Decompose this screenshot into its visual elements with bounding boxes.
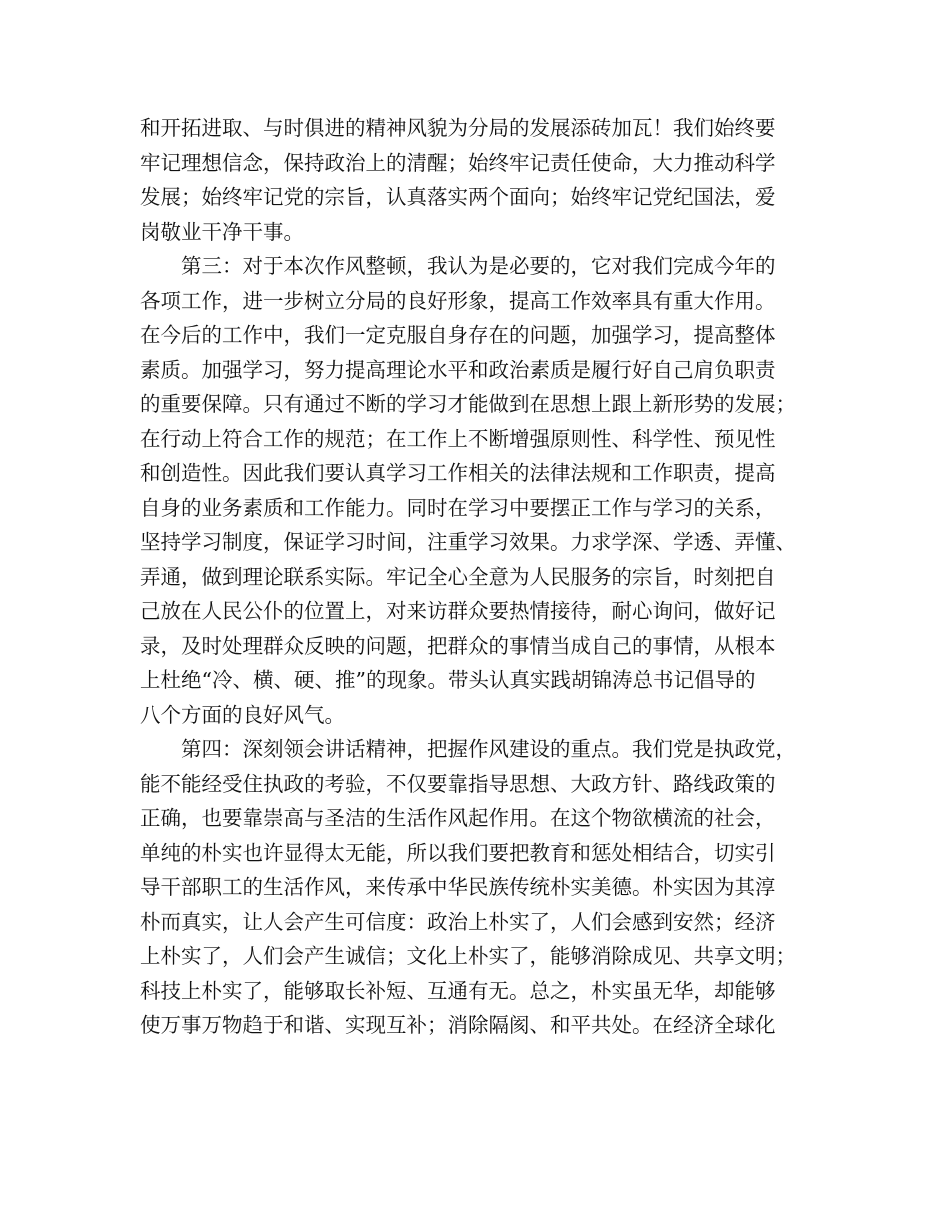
text-line: 正确，也要靠崇高与圣洁的生活作风起作用。在这个物欲横流的社会， — [140, 806, 776, 830]
text-line: 八个方面的良好风气。 — [140, 702, 345, 727]
text-line: 录，及时处理群众反映的问题，把群众的事情当成自己的事情，从根本 — [140, 633, 776, 658]
text-line: 上朴实了，人们会产生诚信；文化上朴实了，能够消除成见、共享文明； — [140, 944, 796, 968]
body-text — [140, 111, 820, 1043]
text-line: 第四：深刻领会讲话精神，把握作风建设的重点。我们党是执政党， — [181, 737, 796, 761]
text-line: 发展；始终牢记党的宗旨，认真落实两个面向；始终牢记党纪国法，爱 — [140, 185, 776, 209]
paragraph — [140, 249, 820, 732]
text-line: 导干部职工的生活作风，来传承中华民族传统朴实美德。朴实因为其淳 — [140, 875, 776, 899]
text-line: 各项工作，进一步树立分局的良好形象，提高工作效率具有重大作用。 — [140, 288, 776, 313]
text-line: 和开拓进取、与时俱进的精神风貌为分局的发展添砖加瓦！我们始终要 — [140, 116, 776, 140]
text-line: 第三：对于本次作风整顿，我认为是必要的，它对我们完成今年的 — [181, 254, 776, 278]
text-line: 科技上朴实了，能够取长补短、互通有无。总之，朴实虽无华，却能够 — [140, 978, 776, 1003]
text-line: 和创造性。因此我们要认真学习工作相关的法律法规和工作职责，提高 — [140, 461, 776, 485]
text-line: 牢记理想信念，保持政治上的清醒；始终牢记责任使命，大力推动科学 — [140, 150, 776, 175]
text-line: 自身的业务素质和工作能力。同时在学习中要摆正工作与学习的关系， — [140, 495, 776, 520]
paragraph — [140, 732, 820, 1043]
text-line: 在行动上符合工作的规范；在工作上不断增强原则性、科学性、预见性 — [140, 426, 776, 451]
text-line: 岗敬业干净干事。 — [140, 219, 304, 244]
text-line: 在今后的工作中，我们一定克服自身存在的问题，加强学习，提高整体 — [140, 323, 776, 347]
text-line: 能不能经受住执政的考验，不仅要靠指导思想、大政方针、路线政策的 — [140, 771, 776, 796]
text-line: 朴而真实，让人会产生可信度：政治上朴实了，人们会感到安然；经济 — [140, 909, 776, 934]
text-line: 弄通，做到理论联系实际。牢记全心全意为人民服务的宗旨，时刻把自 — [140, 564, 776, 589]
paragraph — [140, 111, 820, 249]
text-line: 素质。加强学习，努力提高理论水平和政治素质是履行好自己肩负职责 — [140, 357, 776, 382]
text-line: 的重要保障。只有通过不断的学习才能做到在思想上跟上新形势的发展； — [140, 392, 796, 416]
text-line: 使万事万物趋于和谐、实现互补；消除隔阂、和平共处。在经济全球化 — [140, 1013, 776, 1037]
text-line: 坚持学习制度，保证学习时间，注重学习效果。力求学深、学透、弄懂、 — [140, 530, 796, 554]
text-line: 上杜绝“冷、横、硬、推”的现象。带头认真实践胡锦涛总书记倡导的 — [140, 668, 756, 692]
text-line: 单纯的朴实也许显得太无能，所以我们要把教育和惩处相结合，切实引 — [140, 840, 776, 865]
text-line: 己放在人民公仆的位置上，对来访群众要热情接待，耐心询问，做好记 — [140, 599, 776, 623]
